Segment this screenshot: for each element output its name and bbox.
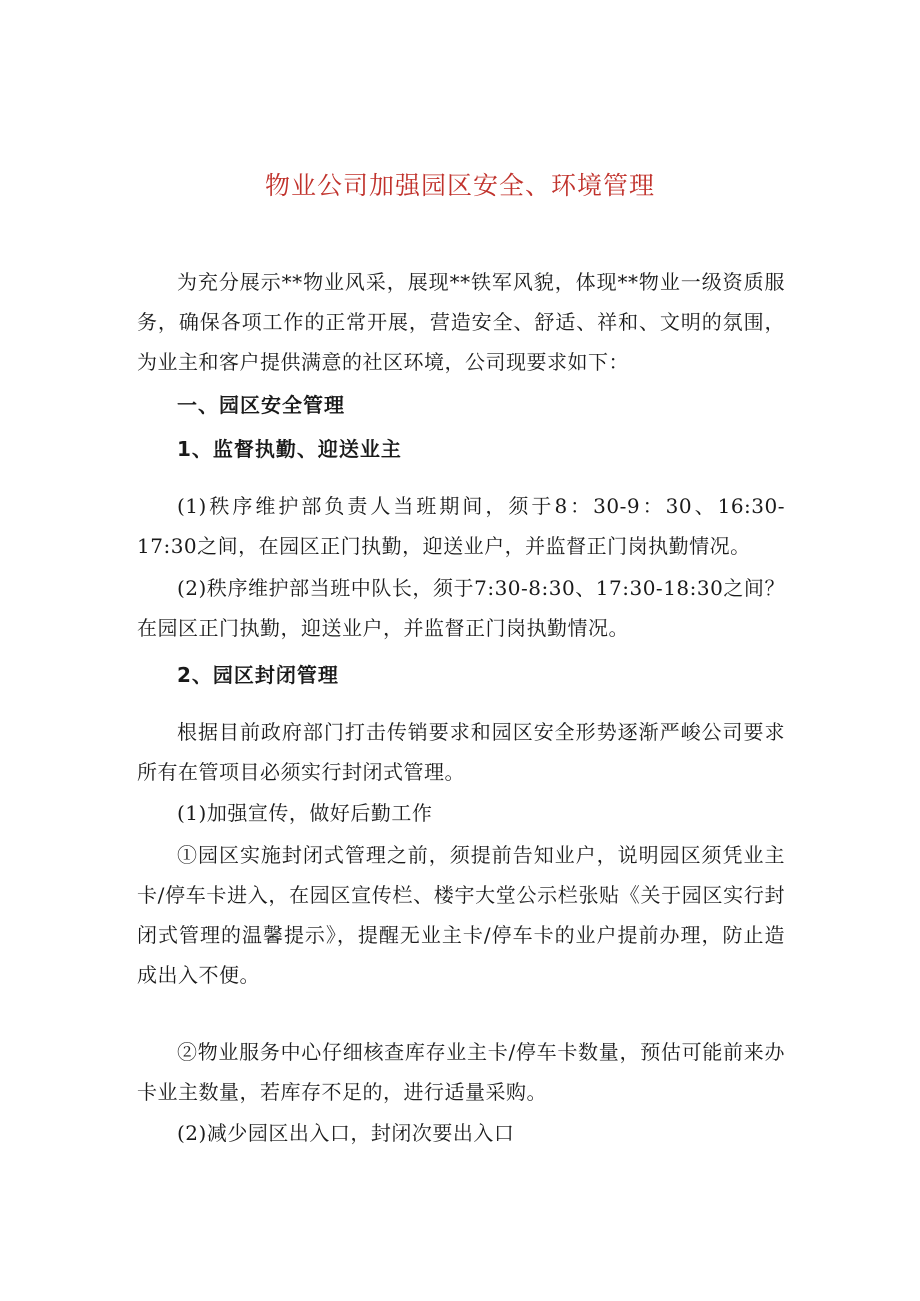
subsection-heading-1-2: 2、园区封闭管理: [177, 663, 339, 687]
item-paragraph-1: (1)秩序维护部负责人当班期间，须于8：30-9：30、16:30-17:30之间，在园区正门执勤，迎送业户，并监督正门岗执勤情况。: [137, 494, 785, 558]
item-paragraph-4: ①园区实施封闭式管理之前，须提前告知业户，说明园区须凭业主卡/停车卡进入，在园区宣传栏、楼宇大堂公示栏张贴《关于园区实行封闭式管理的温馨提示》，提醒无业主卡/停车卡的业户提前办理，防止造成出入不便。: [137, 843, 785, 987]
item-paragraph-5: ②物业服务中心仔细核查库存业主卡/停车卡数量，预估可能前来办卡业主数量，若库存不足的，进行适量采购。: [137, 1040, 785, 1104]
section-heading-1: 一、园区安全管理: [177, 393, 345, 417]
intro-paragraph: 为充分展示**物业风采，展现**铁军风貌，体现**物业一级资质服务，确保各项工作的正常开展，营造安全、舒适、祥和、文明的氛围，为业主和客户提供满意的社区环境，公司现要求如下：: [137, 270, 785, 374]
document-title: 物业公司加强园区安全、环境管理: [264, 171, 655, 200]
item-paragraph-3: (1)加强宣传，做好后勤工作: [177, 801, 433, 825]
item-paragraph-6: (2)减少园区出入口，封闭次要出入口: [177, 1121, 515, 1145]
item-paragraph-2: (2)秩序维护部当班中队长，须于7:30-8:30、17:30-18:30之间？在园区正门执勤，迎送业户，并监督正门岗执勤情况。: [137, 576, 785, 640]
subsection-heading-1-1: 1、监督执勤、迎送业主: [177, 437, 402, 461]
closure-paragraph: 根据目前政府部门打击传销要求和园区安全形势逐渐严峻公司要求所有在管项目必须实行封闭式管理。: [137, 720, 785, 784]
